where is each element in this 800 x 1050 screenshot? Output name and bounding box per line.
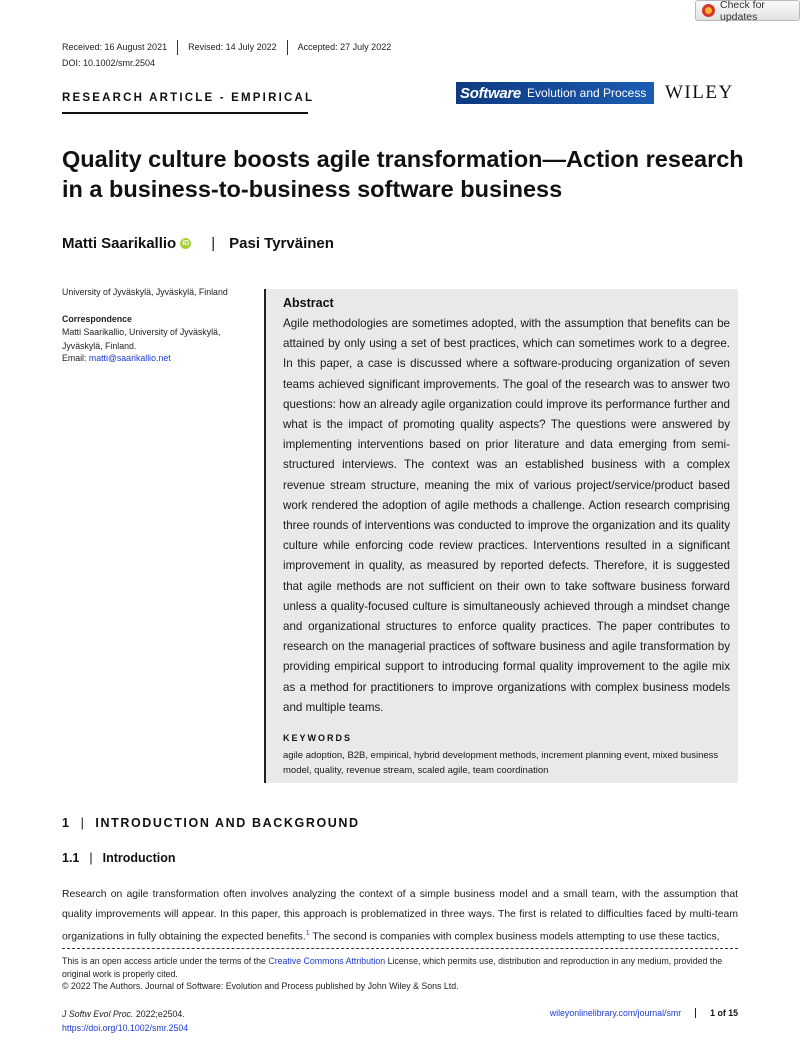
correspondence-heading: Correspondence — [62, 314, 132, 324]
reference-link[interactable]: 1 — [305, 930, 310, 937]
check-for-updates-label: Check for updates — [720, 0, 765, 23]
footer-right — [550, 1008, 738, 1018]
check-for-updates-button[interactable] — [695, 0, 800, 21]
affiliation: University of Jyväskylä, Jyväskylä, Finland — [62, 287, 228, 297]
journal-url-link[interactable]: wileyonlinelibrary.com/journal/smr — [549, 1008, 682, 1018]
license-link[interactable]: Creative Commons Attribution — [268, 956, 386, 966]
license-text: This is an open access article under the terms of the — [62, 956, 269, 966]
subsection-number: 1.1 — [62, 851, 80, 865]
received-date: Received: 16 August 2021 — [62, 42, 168, 52]
accepted-date: Accepted: 27 July 2022 — [287, 40, 402, 55]
section-heading — [62, 816, 360, 830]
article-type: RESEARCH ARTICLE - EMPIRICAL — [62, 92, 315, 104]
citation-info: 2022;e2504. — [133, 1009, 185, 1019]
license-text: License, which permits use, distribution and reproduction in any medium, provided the original work is properly cited. — [62, 956, 723, 980]
license-note — [62, 955, 738, 982]
doi-link[interactable]: https://doi.org/10.1002/smr.2504 — [62, 1022, 189, 1033]
journal-banner-main: Software — [460, 84, 521, 102]
keywords-heading: KEYWORDS — [283, 733, 353, 743]
author-list — [62, 235, 334, 252]
keywords-text: agile adoption, B2B, empirical, hybrid development methods, increment planning event, mixed business model, quality, revenue stream, scaled agile, team coordination — [283, 750, 719, 776]
journal-abbrev: J Softw Evol Proc. — [62, 1009, 134, 1019]
doi: DOI: 10.1002/smr.2504 — [62, 58, 156, 68]
correspondence-email — [62, 353, 171, 363]
intro-text-part: The second is companies with complex business models attempting to use these tactics, — [309, 931, 720, 943]
intro-paragraph — [62, 885, 738, 947]
article-dates — [62, 40, 401, 55]
author-name: Matti Saarikallio — [62, 235, 177, 252]
subsection-separator: | — [89, 851, 93, 865]
footnote-divider — [62, 948, 738, 949]
orcid-icon[interactable]: iD — [182, 240, 190, 247]
paper-title: Quality culture boosts agile transformation—Action research in a business-to-business software business — [62, 146, 744, 202]
subsection-heading — [62, 851, 176, 865]
footer-citation — [62, 1008, 188, 1035]
abstract-heading: Abstract — [283, 296, 334, 310]
journal-banner-rest: Evolution and Process — [526, 86, 647, 100]
subsection-title: Introduction — [102, 851, 176, 865]
abstract-text: Agile methodologies are sometimes adopted, with the assumption that benefits can be attained by only using a set of best practices, which can sometimes work to a degree. In this paper, a case is discussed where a software-producing organization of seven teams achieved significant improvements. The goal of the research was to answer two questions: how an already agile organization could improve its performance further and what is the impact of promoting quality aspects? The questions were answered by implementing interventions based on prior literature and data emerging from semi-structured interviews. The context was an established business with a complex revenue stream structure, meaning the mix of various project/service/product based work rendered the adoption of agile methods a challenge. Action research comprising three rounds of interventions was conducted to improve the organization and its quality culture while enforcing code review practices. Interventions resulted in a significant improvement in quality, as measured by reported defects. Therefore, it is suggested that agile methods are not sufficient on their own to take software business forward unless a quality-focused culture is simultaneously achieved through a mindset change and organizational structures to enforce quality practices. The paper contributes to research on the managerial practices of software business and agile transformation by providing empirical support to introducing formal quality improvement to the agile mix as a method for practitioners to improve organizations with complex business models and multiple teams. — [283, 317, 730, 714]
email-link[interactable]: matti@saarikallio.net — [88, 353, 171, 363]
section-number: 1 — [62, 816, 71, 830]
author-name: Pasi Tyrväinen — [229, 235, 334, 252]
revised-date: Revised: 14 July 2022 — [177, 40, 287, 55]
journal-banner-logo — [456, 82, 654, 104]
crossmark-icon — [702, 4, 715, 17]
section-title: INTRODUCTION AND BACKGROUND — [95, 816, 360, 830]
abstract-box — [264, 289, 738, 783]
correspondence-address: Matti Saarikallio, University of Jyväskylä, Jyväskylä, Finland. — [62, 327, 221, 351]
article-type-rule — [62, 112, 308, 114]
email-label: Email: — [62, 353, 89, 363]
intro-text-part: Research on agile transformation often involves analyzing the context of a simple business model and a small team, with the assumption that quality improvements will appear. In this paper, this approach is problematized in three ways. The first is related to difficulties faced by multi-team organizations in fully obtaining the expected benefits. — [62, 889, 738, 943]
page-number: 1 of 15 — [695, 1008, 738, 1018]
copyright: © 2022 The Authors. Journal of Software: Evolution and Process published by John Wiley & Sons Ltd. — [62, 981, 459, 991]
section-separator: | — [80, 816, 86, 830]
author-separator: | — [211, 235, 216, 252]
publisher-logo: WILEY — [665, 82, 734, 103]
